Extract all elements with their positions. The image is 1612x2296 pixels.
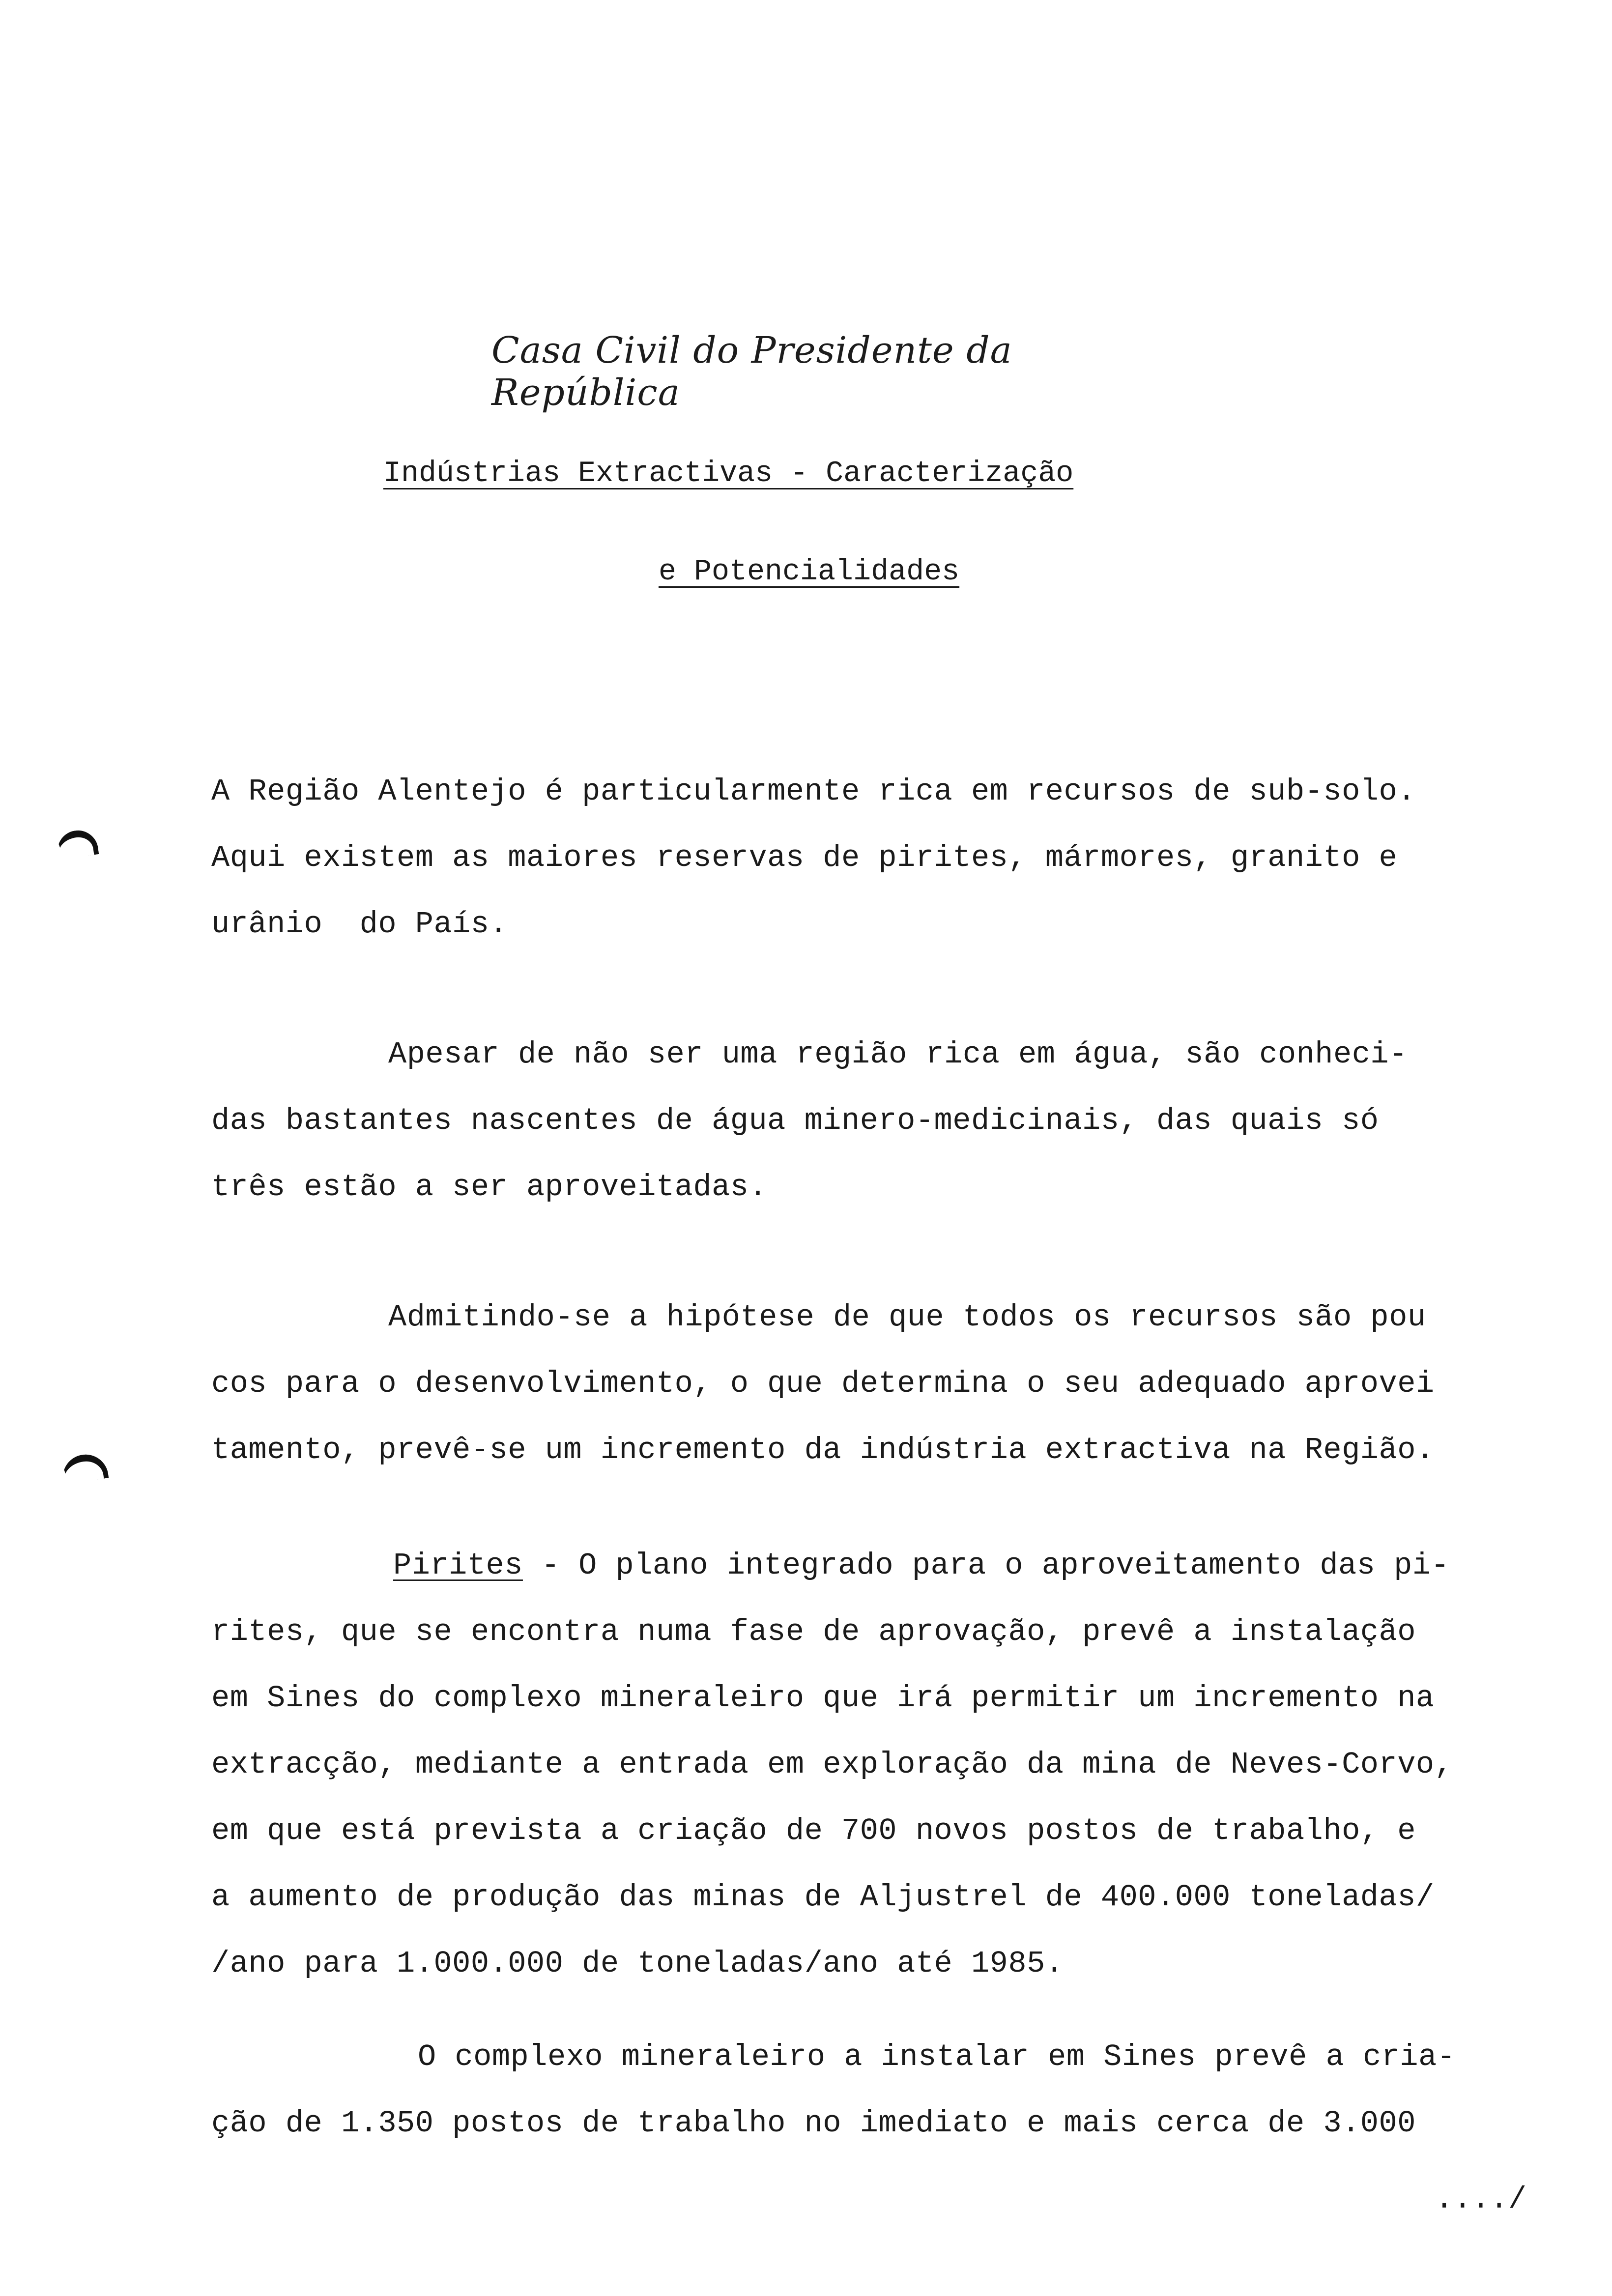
text-line: Admitindo-se a hipótese de que todos os recursos são pou — [388, 1300, 1426, 1335]
document-title-line-2: e Potencialidades — [659, 555, 960, 589]
text-line: cos para o desenvolvimento, o que determina o seu adequado aprovei — [211, 1366, 1435, 1401]
text-line: /ano para 1.000.000 de toneladas/ano até 1985. — [211, 1946, 1064, 1981]
section-heading-pirites: Pirites — [393, 1548, 523, 1583]
punch-hole-mark — [60, 1452, 109, 1484]
text-line: O complexo mineraleiro a instalar em Sines prevê a cria- — [418, 2039, 1456, 2074]
document-title-line-1: Indústrias Extractivas - Caracterização — [383, 457, 1074, 490]
punch-hole-mark — [55, 828, 99, 860]
text-line: Apesar de não ser uma região rica em água, são conheci- — [388, 1037, 1408, 1072]
text-line: em que está prevista a criação de 700 novos postos de trabalho, e — [211, 1813, 1416, 1848]
continuation-mark: ..../ — [1435, 2182, 1527, 2217]
text-line: das bastantes nascentes de água minero-medicinais, das quais só — [211, 1103, 1379, 1138]
text-line — [393, 1548, 1449, 1583]
text-line: ção de 1.350 postos de trabalho no imediato e mais cerca de 3.000 — [211, 2106, 1416, 2141]
text-line: rites, que se encontra numa fase de aprovação, prevê a instalação — [211, 1614, 1416, 1649]
text-line: três estão a ser aproveitadas. — [211, 1170, 768, 1205]
text-line: em Sines do complexo mineraleiro que irá permitir um incremento na — [211, 1681, 1435, 1716]
text-line: a aumento de produção das minas de Aljustrel de 400.000 toneladas/ — [211, 1880, 1435, 1915]
text-line: extracção, mediante a entrada em exploração da mina de Neves-Corvo, — [211, 1747, 1453, 1782]
letterhead: Casa Civil do Presidente da República — [491, 329, 1012, 414]
text-segment: - O plano integrado para o aproveitamento das pi- — [522, 1548, 1450, 1583]
text-line: urânio do País. — [211, 907, 508, 942]
text-line: Aqui existem as maiores reservas de pirites, mármores, granito e — [211, 840, 1398, 875]
text-line: A Região Alentejo é particularmente rica em recursos de sub-solo. — [211, 774, 1416, 809]
text-line: tamento, prevê-se um incremento da indústria extractiva na Região. — [211, 1433, 1435, 1467]
